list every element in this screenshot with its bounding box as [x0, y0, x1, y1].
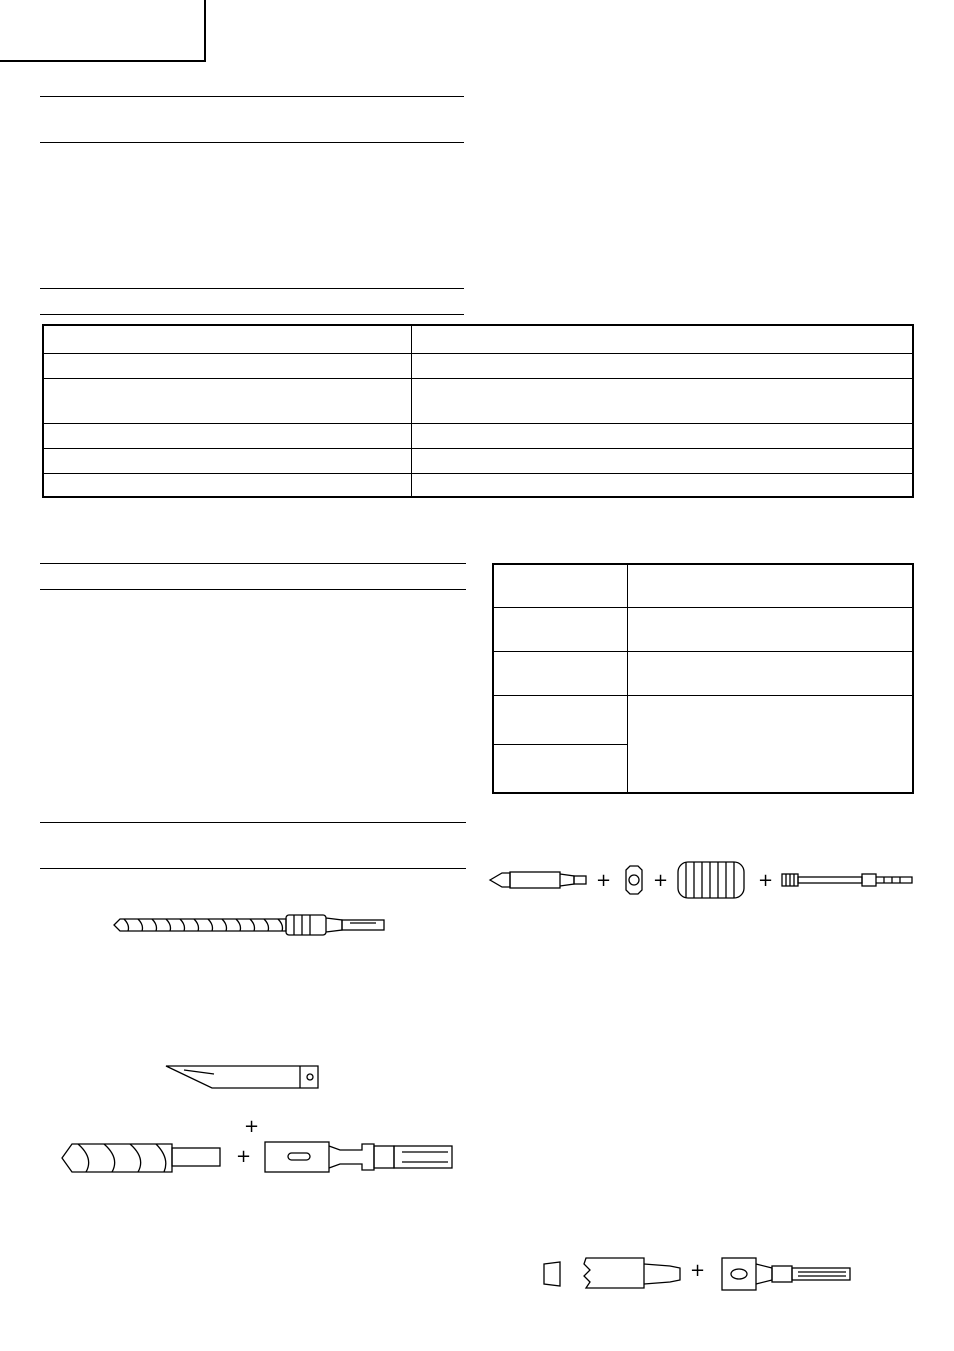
table-cell	[628, 607, 914, 651]
accessory-table	[492, 563, 914, 794]
table-cell	[43, 448, 412, 473]
table-cell	[412, 353, 914, 378]
section-heading-3	[42, 566, 462, 586]
table-cell	[412, 473, 914, 497]
taper-shank-adapter-illustration	[262, 1138, 458, 1178]
page-tab	[0, 0, 206, 62]
plus-sign: +	[236, 1146, 252, 1167]
table-cell	[628, 695, 914, 793]
table-cell	[43, 423, 412, 448]
table-row	[493, 695, 913, 744]
table-row	[43, 378, 913, 423]
section-rule-top	[40, 288, 464, 289]
section-rule-bottom	[40, 868, 466, 869]
drill-bit-illustration	[110, 910, 390, 940]
specification-table	[42, 324, 914, 498]
section-body-1	[42, 150, 462, 280]
section-rule-top	[40, 563, 466, 564]
table-row	[493, 651, 913, 695]
table-row	[43, 473, 913, 497]
section-rule-top	[40, 96, 464, 97]
section-rule-bottom	[40, 142, 464, 143]
table-cell	[412, 423, 914, 448]
table-cell	[43, 353, 412, 378]
table-cell	[493, 607, 628, 651]
plus-sign: +	[690, 1260, 706, 1281]
table-row	[43, 325, 913, 353]
plus-sign: +	[758, 870, 774, 891]
section-body-3	[42, 596, 462, 816]
section-heading-4	[42, 828, 462, 862]
table-cell	[43, 325, 412, 353]
section-heading-2	[42, 291, 462, 311]
core-bit-assembly-illustration	[488, 858, 918, 902]
table-cell	[493, 744, 628, 793]
section-rule-bottom	[40, 589, 466, 590]
table-cell	[412, 325, 914, 353]
section-rule-bottom	[40, 314, 464, 315]
table-row	[43, 423, 913, 448]
table-cell	[412, 378, 914, 423]
table-cell	[628, 564, 914, 607]
table-row	[493, 564, 913, 607]
cotter-illustration	[164, 1062, 324, 1092]
plus-sign: +	[244, 1116, 260, 1137]
table-cell	[412, 448, 914, 473]
taper-shank-drill-bit-illustration	[60, 1138, 225, 1178]
table-cell	[493, 564, 628, 607]
section-rule-top	[40, 822, 466, 823]
table-row	[43, 353, 913, 378]
table-cell	[493, 651, 628, 695]
section-heading-1	[42, 104, 462, 138]
table-row	[43, 448, 913, 473]
table-cell	[43, 378, 412, 423]
plus-sign: +	[653, 870, 669, 891]
table-cell	[493, 695, 628, 744]
table-cell	[43, 473, 412, 497]
table-cell	[628, 651, 914, 695]
plus-sign: +	[596, 870, 612, 891]
table-row	[493, 607, 913, 651]
